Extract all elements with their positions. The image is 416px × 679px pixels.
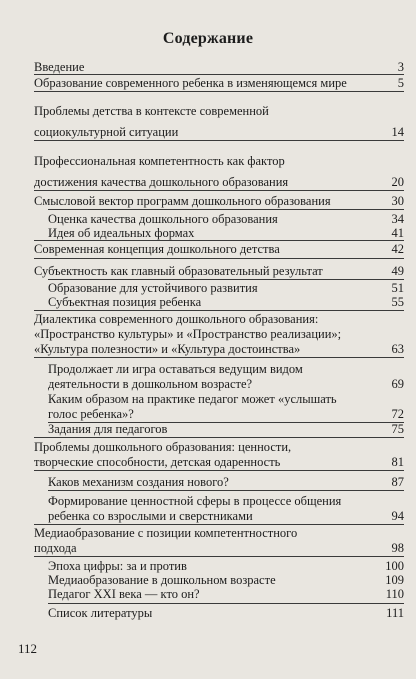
entry-title: Проблемы детства в контексте современной bbox=[34, 104, 269, 118]
toc-entry bbox=[48, 281, 404, 295]
entry-title: ребенка со взрослыми и сверстниками bbox=[48, 509, 253, 523]
toc-entry bbox=[34, 60, 404, 74]
entry-title: Задания для педагогов bbox=[48, 422, 168, 436]
toc-entry bbox=[34, 154, 404, 168]
entry-page: 69 bbox=[391, 377, 404, 391]
toc-entry bbox=[34, 175, 404, 189]
entry-title: Введение bbox=[34, 60, 85, 74]
entry-page: 110 bbox=[385, 587, 404, 601]
entry-title: Идея об идеальных формах bbox=[48, 226, 195, 240]
entry-page: 14 bbox=[391, 125, 404, 139]
toc-entry bbox=[34, 76, 404, 90]
divider bbox=[34, 140, 404, 141]
entry-title: Образование для устойчивого развития bbox=[48, 281, 258, 295]
entry-page: 41 bbox=[391, 226, 404, 240]
entry-title: Каков механизм создания нового? bbox=[48, 475, 229, 489]
entry-title: Субъектность как главный образовательный результат bbox=[34, 264, 323, 278]
toc-entry bbox=[48, 494, 404, 508]
entry-page: 94 bbox=[391, 509, 404, 523]
entry-title: подхода bbox=[34, 541, 77, 555]
entry-title: голос ребенка»? bbox=[48, 407, 134, 421]
toc-entry bbox=[34, 440, 404, 454]
divider bbox=[48, 279, 404, 280]
toc-entry bbox=[48, 392, 404, 406]
entry-title: творческие способности, детская одаренность bbox=[34, 455, 281, 469]
toc-entry bbox=[48, 407, 404, 421]
page-number: 112 bbox=[18, 641, 38, 656]
entry-page: 87 bbox=[391, 475, 404, 489]
entry-title: Эпоха цифры: за и против bbox=[48, 559, 187, 573]
entry-page: 75 bbox=[391, 422, 404, 436]
entry-title: Образование современного ребенка в изменяющемся мире bbox=[34, 76, 347, 90]
divider bbox=[48, 490, 404, 491]
entry-page: 98 bbox=[391, 541, 404, 555]
entry-page: 30 bbox=[391, 194, 404, 208]
entry-title: Оценка качества дошкольного образования bbox=[48, 212, 278, 226]
entry-title: Каким образом на практике педагог может «услышать bbox=[48, 392, 337, 406]
entry-page: 100 bbox=[385, 559, 404, 573]
entry-page: 34 bbox=[391, 212, 404, 226]
entry-page: 63 bbox=[391, 342, 404, 356]
entry-title: деятельности в дошкольном возрасте? bbox=[48, 377, 253, 391]
toc-entry bbox=[48, 509, 404, 523]
entry-title: Педагог XXI века — кто он? bbox=[48, 587, 200, 601]
divider bbox=[34, 240, 404, 241]
divider bbox=[34, 470, 404, 471]
divider bbox=[34, 524, 404, 525]
entry-page: 109 bbox=[385, 573, 404, 587]
divider bbox=[34, 310, 404, 311]
divider bbox=[34, 74, 404, 75]
divider bbox=[34, 91, 404, 92]
toc-entry bbox=[48, 573, 404, 587]
entry-title: Смысловой вектор программ дошкольного образования bbox=[34, 194, 331, 208]
toc-entry bbox=[34, 327, 404, 341]
divider bbox=[48, 209, 404, 210]
entry-page: 42 bbox=[391, 242, 404, 256]
divider bbox=[48, 603, 404, 604]
divider bbox=[34, 556, 404, 557]
entry-title: Список литературы bbox=[48, 606, 153, 620]
divider bbox=[34, 258, 404, 259]
entry-page: 111 bbox=[386, 606, 404, 620]
entry-title: социокультурной ситуации bbox=[34, 125, 179, 139]
entry-title: «Культура полезности» и «Культура достоинства» bbox=[34, 342, 301, 356]
toc-entry bbox=[48, 475, 404, 489]
entry-page: 49 bbox=[391, 264, 404, 278]
toc-entry bbox=[34, 342, 404, 356]
entry-title: Продолжает ли игра оставаться ведущим видом bbox=[48, 362, 303, 376]
divider bbox=[34, 190, 404, 191]
toc-entry bbox=[48, 362, 404, 376]
entry-page: 3 bbox=[397, 60, 404, 74]
entry-title: Медиаобразование в дошкольном возрасте bbox=[48, 573, 276, 587]
divider bbox=[34, 437, 404, 438]
entry-page: 5 bbox=[397, 76, 404, 90]
toc-entry bbox=[48, 606, 404, 620]
toc-entry bbox=[34, 125, 404, 139]
entry-page: 81 bbox=[391, 455, 404, 469]
toc-entry bbox=[48, 559, 404, 573]
toc-entry bbox=[48, 377, 404, 391]
divider bbox=[34, 357, 404, 358]
entry-title: Медиаобразование с позиции компетентностного bbox=[34, 526, 298, 540]
toc-entry bbox=[34, 264, 404, 278]
toc-entry bbox=[48, 295, 404, 309]
toc-entry bbox=[48, 212, 404, 226]
toc-entry bbox=[48, 587, 404, 601]
toc-entry bbox=[48, 226, 404, 240]
entry-title: Профессиональная компетентность как фактор bbox=[34, 154, 285, 168]
entry-title: Проблемы дошкольного образования: ценности, bbox=[34, 440, 292, 454]
entry-page: 20 bbox=[391, 175, 404, 189]
entry-title: Формирование ценностной сферы в процессе общения bbox=[48, 494, 342, 508]
toc-entry bbox=[34, 104, 404, 118]
toc-entry bbox=[34, 194, 404, 208]
entry-title: Диалектика современного дошкольного образования: bbox=[34, 312, 319, 326]
toc-entry bbox=[34, 312, 404, 326]
entry-title: «Пространство культуры» и «Пространство реализации»; bbox=[34, 327, 342, 341]
entry-title: Современная концепция дошкольного детства bbox=[34, 242, 280, 256]
entry-page: 72 bbox=[391, 407, 404, 421]
toc-entry bbox=[34, 242, 404, 256]
toc-entry bbox=[34, 526, 404, 540]
page-title: Содержание bbox=[162, 30, 254, 47]
entry-page: 51 bbox=[391, 281, 404, 295]
entry-title: Субъектная позиция ребенка bbox=[48, 295, 202, 309]
toc-entry bbox=[34, 541, 404, 555]
toc-entry bbox=[48, 422, 404, 436]
entry-title: достижения качества дошкольного образования bbox=[34, 175, 289, 189]
toc-entry bbox=[34, 455, 404, 469]
entry-page: 55 bbox=[391, 295, 404, 309]
